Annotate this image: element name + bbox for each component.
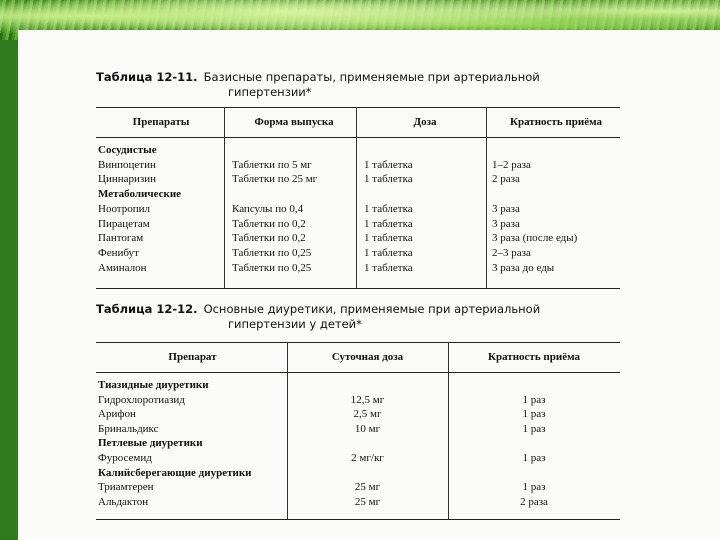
table2-header-1: Суточная доза <box>331 351 404 363</box>
table1-header-3: Кратность приёма <box>510 116 602 128</box>
table1-cell: 1 таблетка <box>364 202 413 215</box>
table1-cell: Таблетки по 25 мг <box>232 173 318 186</box>
table2-cell: Триамтерен <box>98 481 154 494</box>
table1-column-divider <box>224 107 225 288</box>
table1-cell: 1 таблетка <box>364 173 413 186</box>
table2-header-rule <box>96 372 620 373</box>
table2-cell: Бринальдикс <box>98 422 159 435</box>
table1-cell: 1 таблетка <box>364 217 413 230</box>
table2-cell: 25 мг <box>354 481 381 494</box>
table2-header-0: Препарат <box>168 351 217 363</box>
table2-group-title: Петлевые диуретики <box>98 437 203 450</box>
table2-cell: 2,5 мг <box>353 408 382 421</box>
table1-header-2: Доза <box>413 116 437 128</box>
table2-cell: 1 раз <box>522 481 546 494</box>
table1-cell: 3 раза до еды <box>492 261 555 274</box>
table2-cell: 1 раз <box>522 452 546 464</box>
table1-cell: 2 раза <box>492 173 520 186</box>
table1-cell: Капсулы по 0,4 <box>232 202 304 215</box>
table2-top-rule <box>96 342 620 343</box>
table1-cell: 1 таблетка <box>364 261 413 274</box>
table1-cell: 1 таблетка <box>364 232 413 245</box>
table1-cell: Пантогам <box>98 232 144 245</box>
table1-cell: Пирацетам <box>98 217 150 230</box>
table2-cell: Гидрохлоротиазид <box>98 393 185 406</box>
table1-header-rule <box>96 137 620 138</box>
table1-header-1: Форма выпуска <box>254 116 334 128</box>
table1-number: Таблица 12-11. <box>96 70 198 84</box>
table2-cell: 1 раз <box>522 422 546 435</box>
table1-cell: Таблетки по 0,25 <box>232 246 312 259</box>
table2-cell: Арифон <box>98 408 136 421</box>
table1-bottom-rule <box>96 288 620 289</box>
table2-number: Таблица 12-12. <box>96 302 198 316</box>
table2-group-title: Калийсберегающие диуретики <box>98 466 252 479</box>
table1-group-title: Метаболические <box>98 188 182 201</box>
table1-cell: Таблетки по 0,2 <box>232 217 306 230</box>
table1-column-divider <box>486 107 487 288</box>
table2-cell: 10 мг <box>354 422 381 435</box>
table2-group-title: Тиазидные диуретики <box>98 379 209 391</box>
table2-title: Основные диуретики, применяемые при артериальной <box>203 302 541 316</box>
table1-cell: 3 раза (после еды) <box>492 232 578 245</box>
table1-group-title: Сосудистые <box>98 144 157 156</box>
table1-cell: Таблетки по 5 мг <box>232 158 312 171</box>
table1-cell: Таблетки по 0,25 <box>232 261 312 274</box>
table2-cell: 2 мг/кг <box>351 452 384 464</box>
table1-cell: Ноотропил <box>98 202 151 215</box>
table2-title-cont: гипертензии у детей* <box>228 317 362 331</box>
table2-caption <box>96 302 596 332</box>
table2-bottom-rule <box>96 519 620 520</box>
table1-column-divider <box>356 107 357 288</box>
table1-cell: 3 раза <box>492 202 520 215</box>
table2-cell: 12,5 мг <box>350 393 385 406</box>
table1-cell: Таблетки по 0,2 <box>232 232 306 245</box>
table2-cell: 2 раза <box>520 495 548 508</box>
table2-cell: Фуросемид <box>98 452 152 464</box>
table1-caption <box>96 70 596 100</box>
table2-header-2: Кратность приёма <box>488 351 580 363</box>
table1-top-rule <box>96 107 620 108</box>
table1-cell: 1 таблетка <box>364 246 413 259</box>
table1-cell: 1 таблетка <box>364 158 413 171</box>
table2-cell: Альдактон <box>98 495 149 508</box>
table1-cell: Циннаризин <box>98 173 156 186</box>
table2-cell: 1 раз <box>522 393 546 406</box>
table1-cell: Винпоцетин <box>98 158 156 171</box>
table1-cell: Фенибут <box>98 246 139 259</box>
table1-title: Базисные препараты, применяемые при артериальной <box>203 70 540 84</box>
table2-cell: 1 раз <box>522 408 546 421</box>
table1-title-cont: гипертензии* <box>228 85 312 99</box>
table1-cell: 2–3 раза <box>492 246 531 259</box>
table1-cell: 1–2 раза <box>492 158 531 171</box>
table2-cell: 25 мг <box>354 495 381 508</box>
table1-header-0: Препараты <box>132 116 190 128</box>
table1-cell: Аминалон <box>98 261 147 274</box>
table1-cell: 3 раза <box>492 217 520 230</box>
